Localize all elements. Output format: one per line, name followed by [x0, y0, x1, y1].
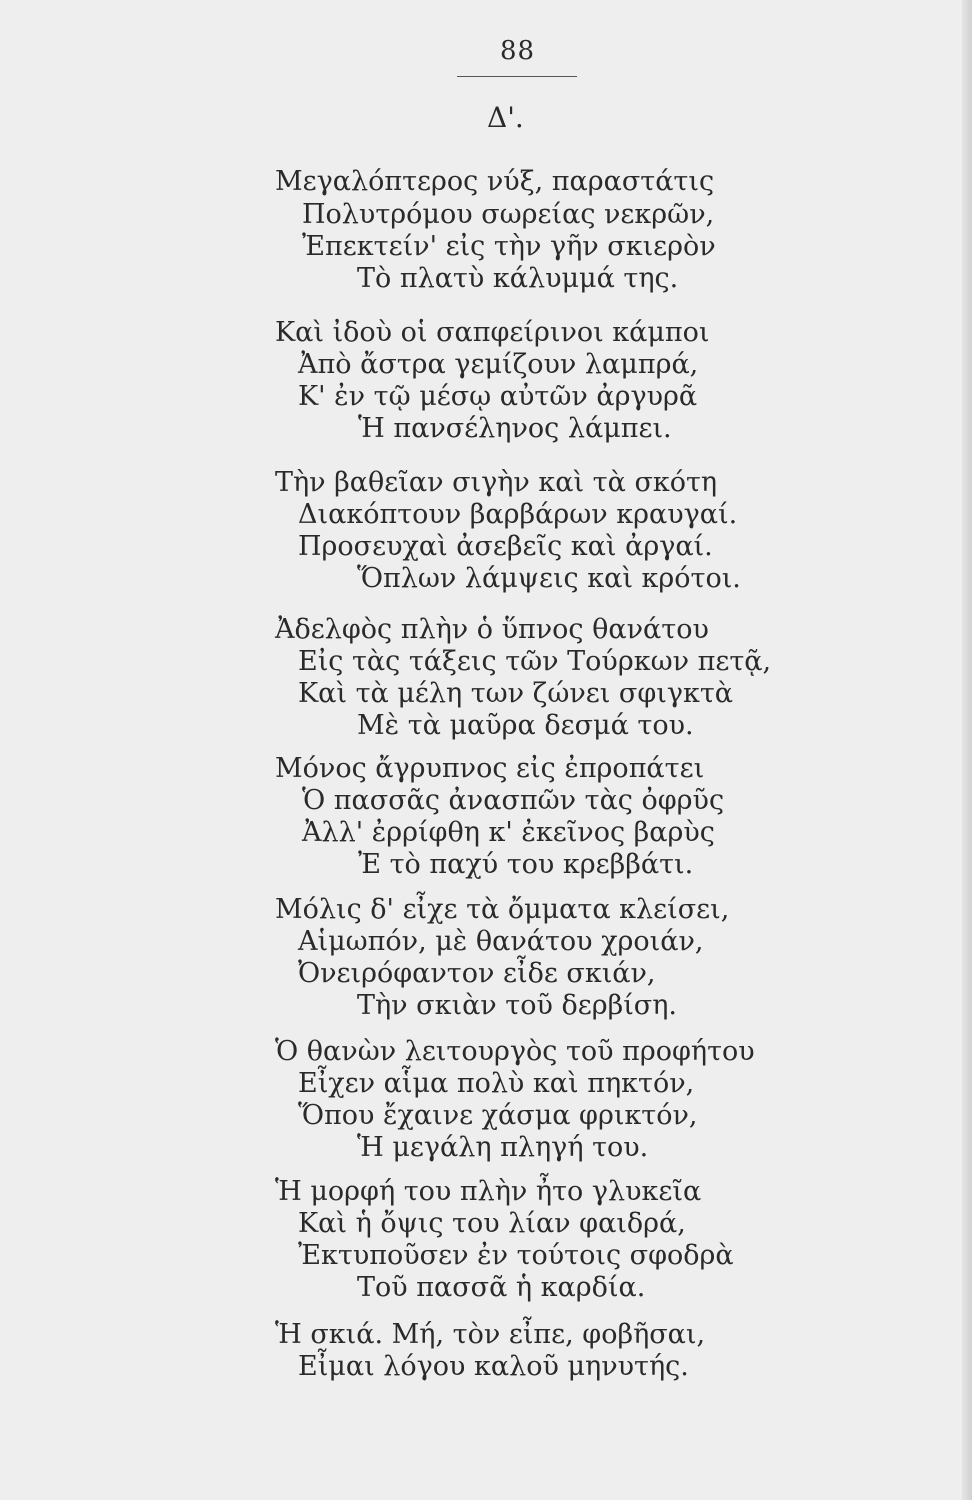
poem-line: Πολυτρόμου σωρείας νεκρῶν,	[302, 199, 715, 230]
poem-line: Ἡ μορφή του πλὴν ἦτο γλυκεῖα	[275, 1176, 702, 1207]
poem-line: Ἀλλ' ἐρρίφθη κ' ἐκεῖνος βαρὺς	[302, 817, 715, 848]
poem-section-heading: Δ'.	[487, 101, 524, 134]
poem-line: Εἰς τὰς τάξεις τῶν Τούρκων πετᾷ,	[298, 646, 772, 677]
poem-line: Εἶχεν αἷμα πολὺ καὶ πηκτόν,	[298, 1068, 695, 1099]
poem-line: Τοῦ πασσᾶ ἡ καρδία.	[357, 1272, 646, 1303]
poem-line: Ὀνειρόφαντον εἶδε σκιάν,	[298, 958, 656, 989]
poem-line: Ἐ τὸ παχύ του κρεββάτι.	[358, 849, 694, 880]
poem-line: Μεγαλόπτερος νύξ, παραστάτις	[275, 166, 715, 197]
poem-line: Τὸ πλατὺ κάλυμμά της.	[357, 263, 679, 294]
poem-line: Ὁ πασσᾶς ἀνασπῶν τὰς ὀφρῦς	[302, 785, 725, 816]
poem-line: Ἡ μεγάλη πληγή του.	[357, 1132, 649, 1163]
page-edge-shadow	[962, 0, 972, 1500]
poem-line: Ἐπεκτείν' εἰς τὴν γῆν σκιερὸν	[302, 231, 716, 262]
poem-line: Τὴν σκιὰν τοῦ δερβίση.	[357, 990, 677, 1021]
poem-line: Ὅπου ἔχαινε χάσμα φρικτόν,	[298, 1100, 698, 1131]
poem-line: Ἡ σκιά. Μή, τὸν εἶπε, φοβῆσαι,	[275, 1319, 706, 1350]
poem-line: Μὲ τὰ μαῦρα δεσμά του.	[357, 710, 694, 741]
poem-line: Διακόπτουν βαρβάρων κραυγαί.	[298, 499, 738, 530]
poem-line: Καὶ ἡ ὄψις του λίαν φαιδρά,	[298, 1208, 686, 1239]
poem-line: Ἐκτυποῦσεν ἐν τούτοις σφοδρὰ	[298, 1240, 734, 1271]
page-number: 88	[500, 36, 536, 66]
page-number-rule	[457, 76, 577, 77]
poem-line: Ὁ θανὼν λειτουργὸς τοῦ προφήτου	[275, 1036, 755, 1067]
poem-line: Ἀδελφὸς πλὴν ὁ ὕπνος θανάτου	[275, 614, 709, 645]
poem-line: Μόλις δ' εἶχε τὰ ὄμματα κλείσει,	[275, 894, 730, 925]
poem-line: Μόνος ἄγρυπνος εἰς ἐπροπάτει	[275, 753, 705, 784]
poem-line: Τὴν βαθεῖαν σιγὴν καὶ τὰ σκότη	[275, 467, 718, 498]
poem-line: Κ' ἐν τῷ μέσῳ αὐτῶν ἀργυρᾶ	[298, 381, 698, 412]
poem-line: Προσευχαὶ ἀσεβεῖς καὶ ἀργαί.	[298, 531, 713, 562]
poem-line: Αἱμωπόν, μὲ θανάτου χροιάν,	[298, 926, 704, 957]
poem-line: Καὶ τὰ μέλη των ζώνει σφιγκτὰ	[298, 678, 734, 709]
poem-line: Ἡ πανσέληνος λάμπει.	[358, 413, 672, 444]
poem-line: Ὅπλων λάμψεις καὶ κρότοι.	[357, 563, 741, 594]
poem-line: Καὶ ἰδοὺ οἱ σαπφείρινοι κάμποι	[275, 317, 710, 348]
poem-line: Εἶμαι λόγου καλοῦ μηνυτής.	[298, 1351, 689, 1382]
poem-line: Ἀπὸ ἄστρα γεμίζουν λαμπρά,	[298, 349, 699, 380]
